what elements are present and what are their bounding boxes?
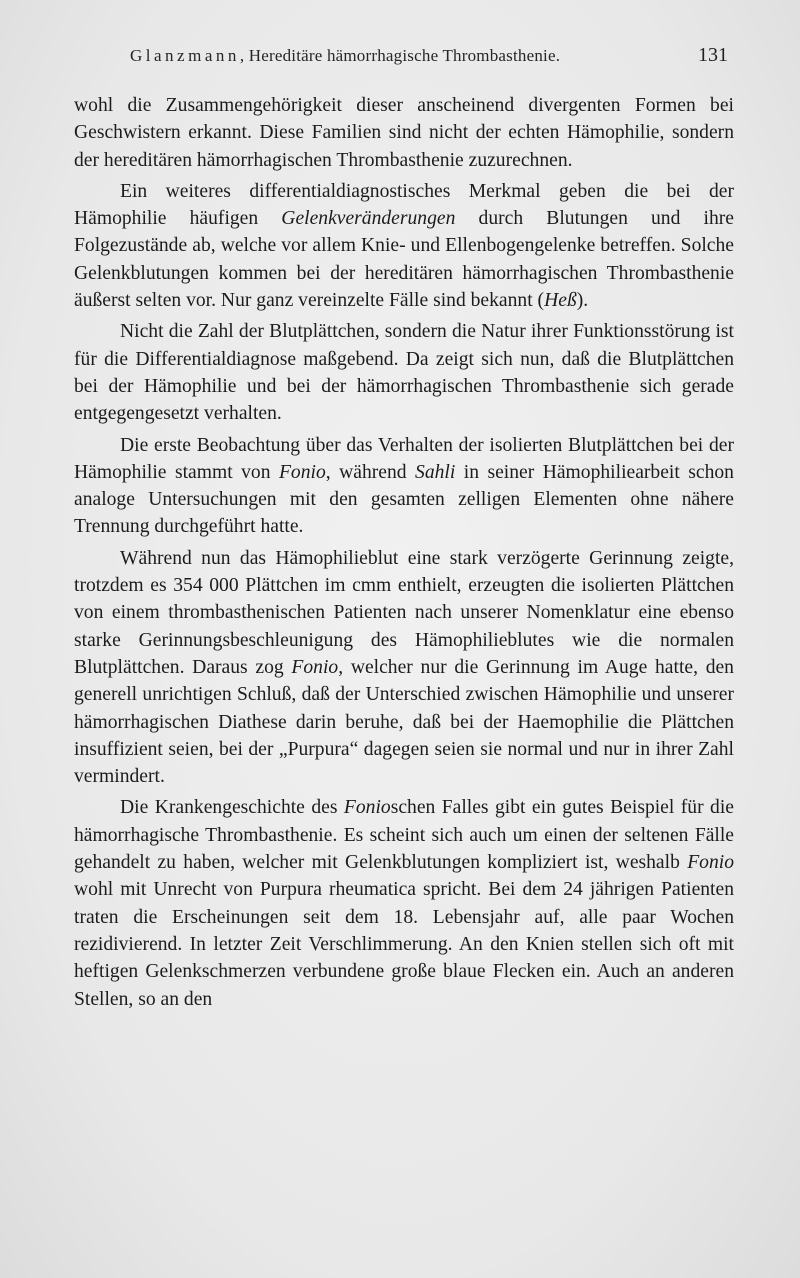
italic-name: Sahli <box>415 461 456 483</box>
text-run: Die Krankengeschichte des <box>120 797 344 819</box>
author-name: Glanzmann <box>130 46 240 65</box>
running-head-text <box>130 46 560 66</box>
paragraph <box>74 92 734 174</box>
text-run: , während <box>325 461 416 483</box>
italic-name: Heß <box>544 290 577 312</box>
text-run: Während nun das Hämophilieblut eine stark verzögerte Gerinnung zeigte, trotzdem es 354 000 Plättchen im cmm enthielt, erzeugten die isolierten Plättchen von einem thrombasthenischen Patienten nach unserer Nomenklatur eine ebenso starke Gerinnungsbeschleunigung des Hämophilieblutes wie die normalen Blutplättchen. Daraus zog <box>74 547 734 678</box>
article-title: Hereditäre hämorrhagische Thrombasthenie. <box>248 46 561 65</box>
text-run: Ein weiteres differentialdiagnostisches Merkmal geben die bei der Hämophilie häufigen <box>74 180 734 230</box>
running-head <box>0 42 800 74</box>
text-run: Nicht die Zahl der Blutplättchen, sondern die Natur ihrer Funktionsstörung ist für die Differentialdiagnose maßgebend. Da zeigt sich nun, daß die Blutplättchen bei der Hämophilie und bei der hämorrhagischen Thrombasthenie sich gerade entgegengesetzt verhalten. <box>74 321 734 425</box>
header-separator: , <box>239 46 245 65</box>
text-run: wohl die Zusammengehörigkeit dieser anscheinend divergenten Formen bei Geschwistern erkannt. Diese Familien sind nicht der echten Hämophilie, sondern der hereditären hämorrhagischen Thrombasthenie zuzurechnen. <box>74 95 734 171</box>
text-run: schen Falles gibt ein gutes Beispiel für die hämorrhagische Thrombasthenie. Es scheint sich auch um einen der seltenen Fälle gehandelt zu haben, welcher mit Gelenkblutungen kompliziert ist, weshalb <box>74 797 734 874</box>
italic-name: Fonio <box>278 461 326 483</box>
page-number: 131 <box>698 44 728 66</box>
italic-name: Fonio <box>291 656 339 678</box>
italic-name: Gelenkveränderungen <box>281 208 456 230</box>
text-run: ). <box>576 290 589 312</box>
text-run: , welcher nur die Gerinnung im Auge hatte, den generell unrichtigen Schluß, daß der Unterschied zwischen Hämophilie und unserer hämorrhagischen Diathese darin beruhe, daß bei der Haemophilie die Plättchen insuffizient seien, bei der „Purpura“ dagegen seien sie normal und nur in ihrer Zahl vermindert. <box>74 656 734 788</box>
text-run: durch Blutungen und ihre Folgezustände ab, welche vor allem Knie- und Ellenbogengelenke betreffen. Solche Gelenkblutungen kommen bei der hereditären hämorrhagischen Thrombasthenie äußerst selten vor. Nur ganz vereinzelte Fälle sind bekannt ( <box>74 208 734 312</box>
italic-name: Fonio <box>687 852 734 874</box>
paragraph <box>74 545 734 791</box>
body-text <box>74 92 734 1017</box>
paragraph <box>74 432 734 541</box>
text-run: wohl mit Unrecht von Purpura rheumatica spricht. Bei dem 24 jährigen Patienten traten die Erscheinungen seit dem 18. Lebensjahr auf, alle paar Wochen rezidivierend. In letzter Zeit Verschlimmerung. An den Knien stellen sich oft mit heftigen Gelenkschmerzen verbundene große blaue Flecken ein. Auch an anderen Stellen, so an den <box>74 879 734 1010</box>
italic-name: Fonio <box>343 797 391 819</box>
paragraph <box>74 178 734 314</box>
text-run: in seiner Hämophiliearbeit schon analoge Untersuchungen mit den gesamten zelligen Elementen ohne nähere Trennung durchgeführt hatte. <box>74 461 734 538</box>
paragraph <box>74 318 734 427</box>
text-run: Die erste Beobachtung über das Verhalten der isolierten Blutplättchen bei der Hämophilie stammt von <box>74 434 734 483</box>
paragraph <box>74 794 734 1012</box>
